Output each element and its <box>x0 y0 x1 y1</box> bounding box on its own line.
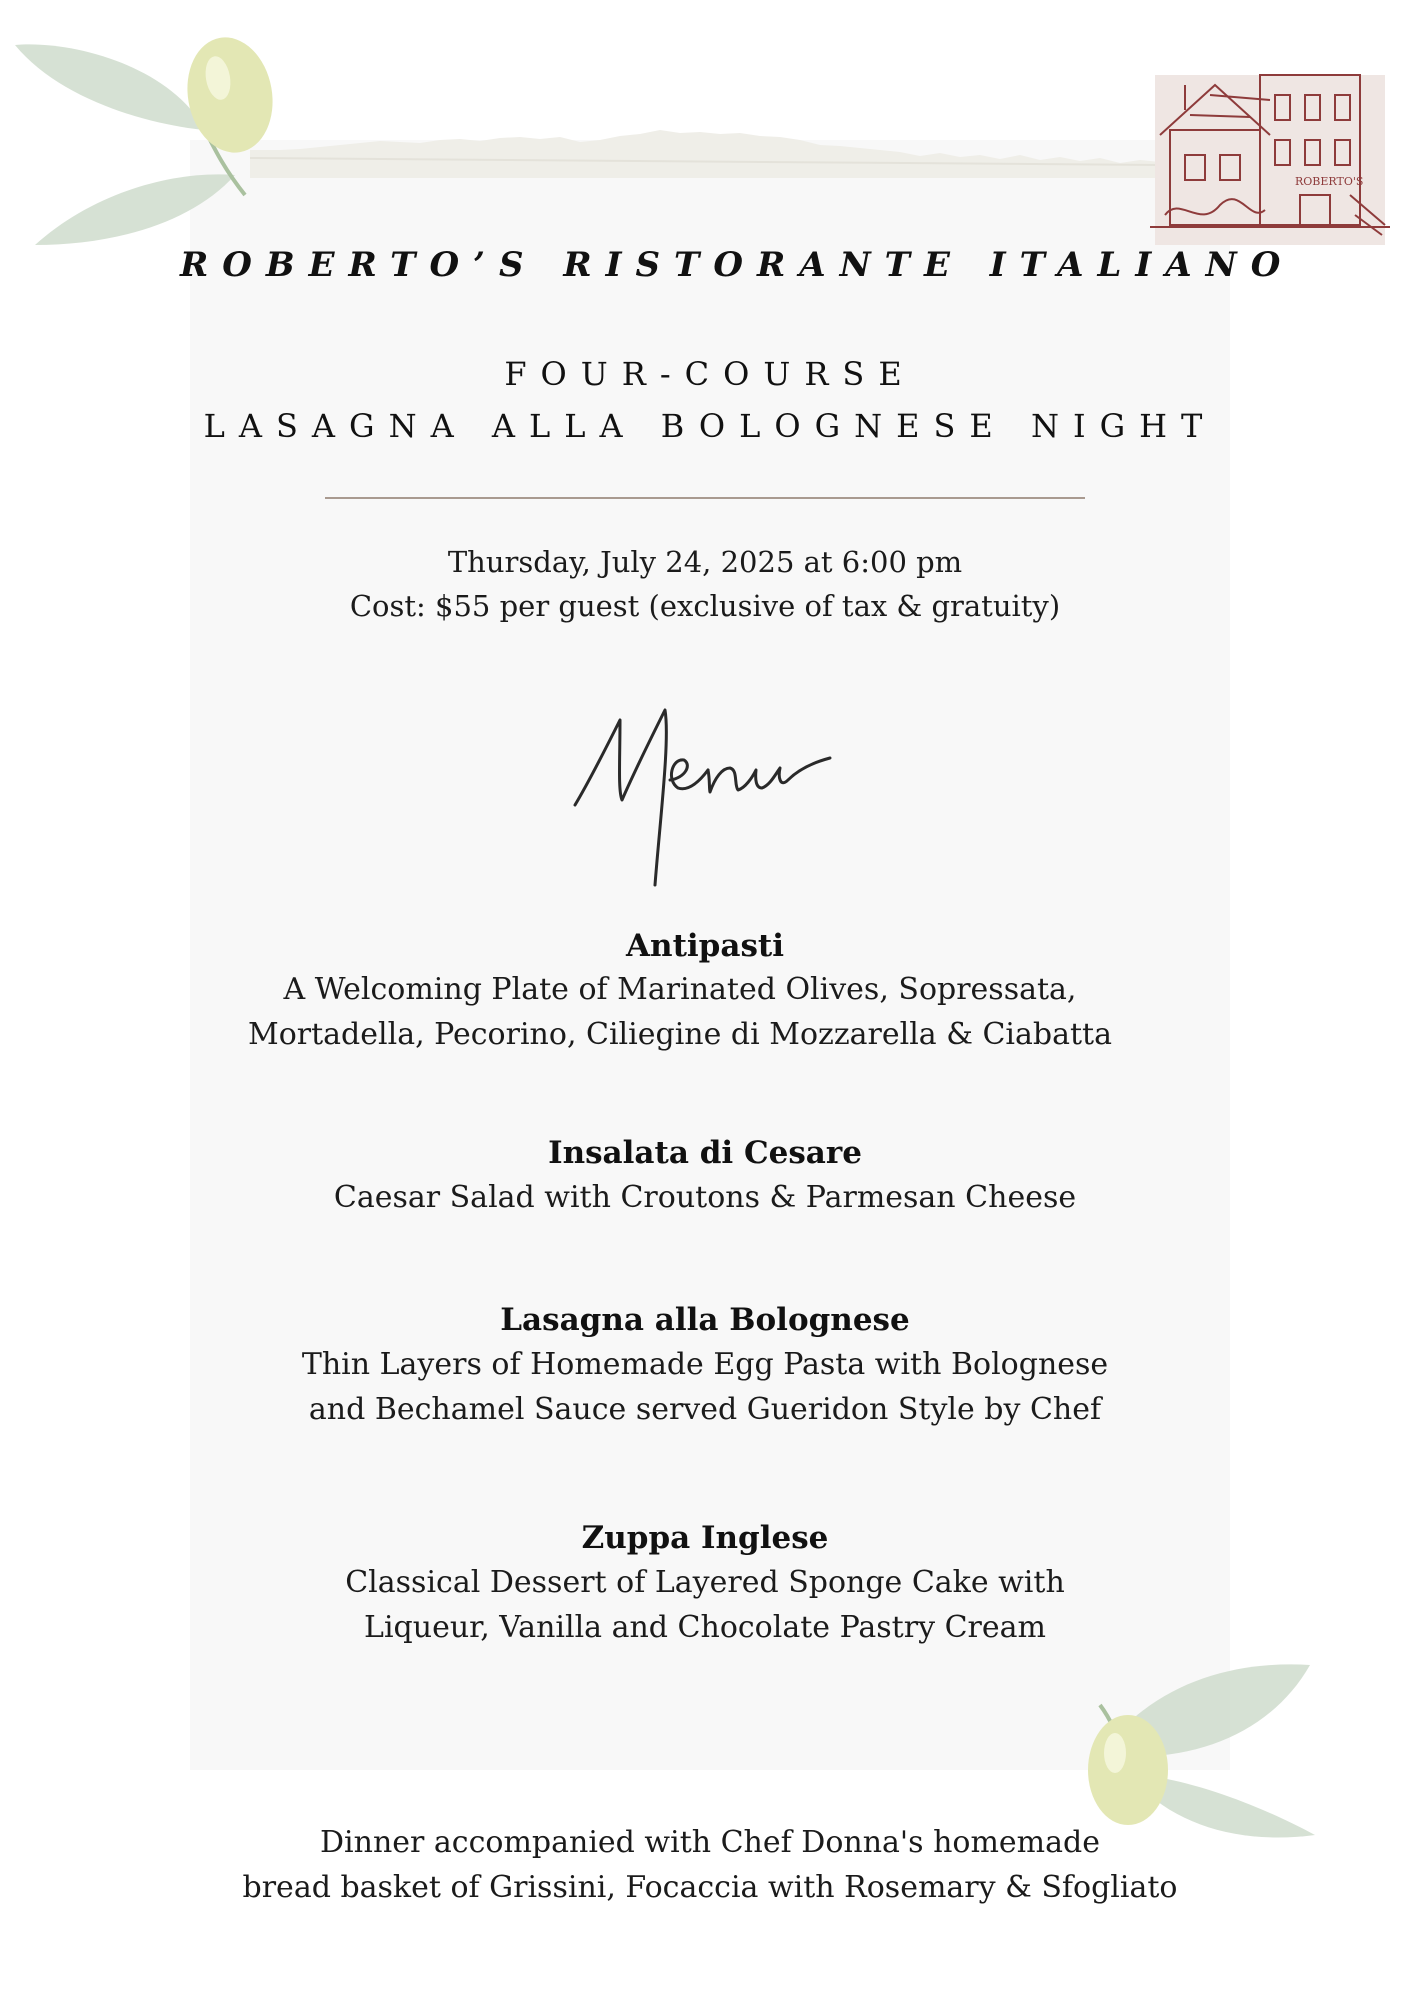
course-title: Insalata di Cesare <box>548 1135 862 1171</box>
course-description <box>180 1342 1230 1432</box>
course-description-line: Classical Dessert of Layered Sponge Cake with <box>345 1565 1065 1600</box>
course-description-line: Liqueur, Vanilla and Chocolate Pastry Cream <box>364 1610 1046 1645</box>
event-title-line-1: FOUR-COURSE <box>504 355 916 393</box>
restaurant-name: ROBERTO’S RISTORANTE ITALIANO <box>180 245 1295 285</box>
course-title: Lasagna alla Bolognese <box>500 1302 910 1338</box>
course-description-line: Mortadella, Pecorino, Ciliegine di Mozzarella & Ciabatta <box>248 1017 1112 1052</box>
svg-text:ROBERTO'S: ROBERTO'S <box>1295 175 1364 188</box>
footer-line: bread basket of Grissini, Focaccia with Rosemary & Sfogliato <box>242 1870 1178 1905</box>
course-description-line: and Bechamel Sauce served Gueridon Style by Chef <box>308 1392 1102 1427</box>
divider <box>325 497 1085 499</box>
course-title: Zuppa Inglese <box>581 1520 829 1556</box>
course-description-line: Thin Layers of Homemade Egg Pasta with Bolognese <box>301 1347 1109 1382</box>
footer-note <box>160 1820 1260 1910</box>
menu-heading <box>560 680 880 890</box>
course-description-line: A Welcoming Plate of Marinated Olives, Sopressata, <box>283 972 1077 1007</box>
olive-branch-icon <box>0 20 300 250</box>
event-date: Thursday, July 24, 2025 at 6:00 pm <box>447 545 963 579</box>
footer-line: Dinner accompanied with Chef Donna's homemade <box>320 1825 1100 1860</box>
course-title: Antipasti <box>626 928 784 964</box>
course-description <box>180 1175 1230 1220</box>
course-description <box>140 967 1220 1057</box>
course-description <box>180 1560 1230 1650</box>
event-cost: Cost: $55 per guest (exclusive of tax & gratuity) <box>349 589 1061 623</box>
course-description-line: Caesar Salad with Croutons & Parmesan Cheese <box>333 1180 1077 1215</box>
event-title-line-2: LASAGNA ALLA BOLOGNESE NIGHT <box>203 407 1217 445</box>
restaurant-sketch-icon <box>1150 55 1390 255</box>
